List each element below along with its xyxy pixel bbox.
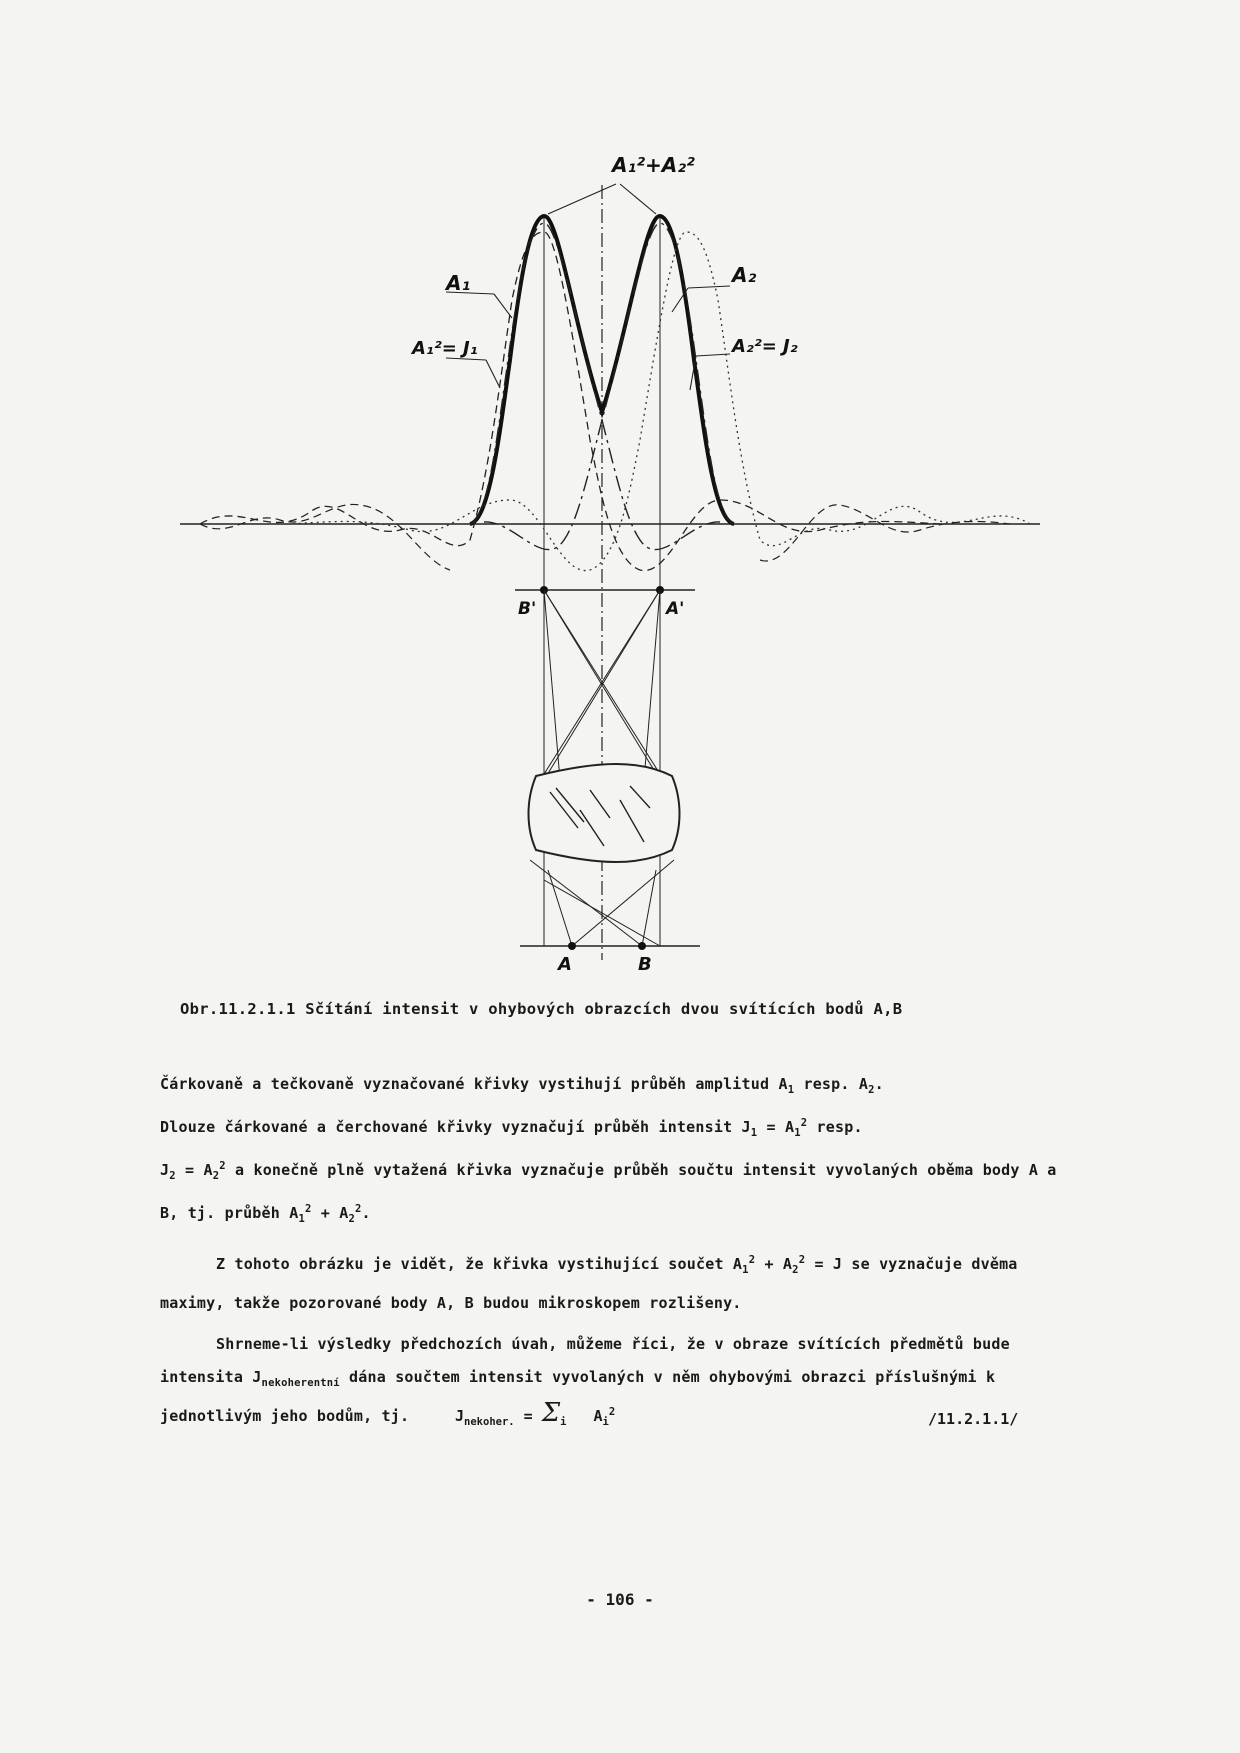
label-b: B xyxy=(638,954,652,975)
b-point xyxy=(638,942,646,950)
body-text xyxy=(160,1068,1070,1441)
figure-caption: Obr.11.2.1.1 Sčítání intensit v ohybových obrazcích dvou svítících bodů A,B xyxy=(180,1000,903,1018)
label-j1: A₁²= J₁ xyxy=(412,338,478,359)
label-j2: A₂²= J₂ xyxy=(732,336,798,357)
label-a1: A₁ xyxy=(446,271,471,295)
page-number: - 106 - xyxy=(586,1590,654,1609)
label-a: A xyxy=(558,954,572,975)
formula: $J_{nekoher.} = \Sigma_i$ $A_i^2$ xyxy=(455,1398,616,1428)
label-sum: A₁²+A₂² xyxy=(612,153,695,177)
label-b-prime: B' xyxy=(518,599,537,619)
paragraph-3: Shrneme-li výsledky předchozích úvah, můžeme říci, že v obraze svítících předmětů bude intensita $J_{nekoherentní}$ dána součtem intensit vyvolaných v něm ohybovými obrazci příslušnými k jednotlivým jeho bodům, tj. xyxy=(160,1335,1010,1425)
a-point xyxy=(568,942,576,950)
lens xyxy=(529,764,680,862)
equation-number: /11.2.1.1/ xyxy=(928,1410,1019,1428)
label-a2: A₂ xyxy=(732,263,757,287)
paragraph-2: Z tohoto obrázku je vidět, že křivka vystihující součet $A_1^2 + A_2^2 = J$ se vyznačuje dvěma maximy, takže pozorované body A, B budou mikroskopem rozlišeny. xyxy=(160,1254,1018,1312)
side-oscillation xyxy=(200,504,1010,570)
sigma-symbol: Σ xyxy=(541,1398,561,1428)
paragraph-1: Čárkovaně a tečkovaně vyznačované křivky vystihují průběh amplitud $A_1$ resp. $A_2$. Dlouze čárkované a čerchované křivky vyznačují průběh intensit $J_1 = A_1^2$ resp. $J_2 = A_2^2$ a konečně plně vytažená křivka vyznačuje průběh součtu intensit vyvolaných oběma body A a B, tj. průběh $A_1^2 + A_2^2$. xyxy=(160,1075,1057,1225)
label-a-prime: A' xyxy=(666,599,685,619)
